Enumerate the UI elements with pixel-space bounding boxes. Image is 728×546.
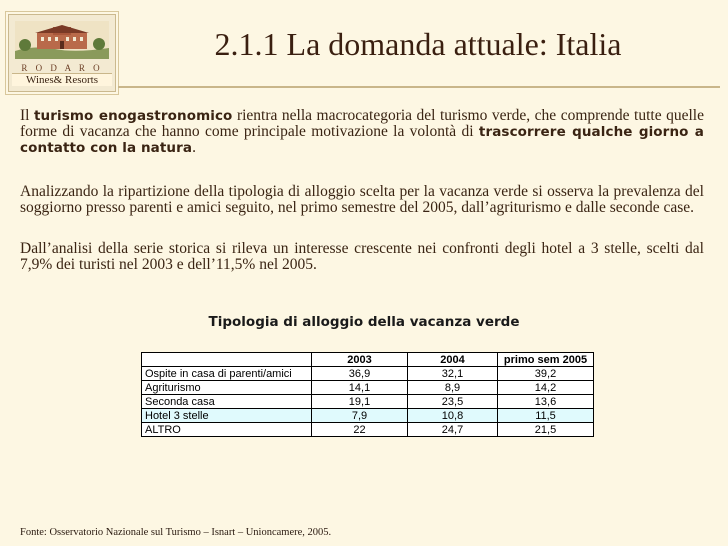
- table-row: [142, 395, 594, 409]
- table-cell: 7,9: [312, 409, 408, 423]
- table-cell: 14,1: [312, 381, 408, 395]
- table-cell: 22: [312, 423, 408, 437]
- table-header-row: [142, 353, 594, 367]
- rodaro-logo: [8, 14, 116, 92]
- accommodation-table: [141, 352, 594, 437]
- table-title: Tipologia di alloggio della vacanza verde: [208, 314, 520, 330]
- paragraph-trend: Dall’analisi della serie storica si rileva un interesse crescente nei confronti degli hotel a 3 stelle, scelti dal 7,9% dei turisti nel 2003 e dell’11,5% nel 2005.: [20, 240, 704, 273]
- table-cell: 11,5: [498, 409, 594, 423]
- slide-title: 2.1.1 La domanda attuale: Italia: [214, 26, 622, 62]
- table-cell: 19,1: [312, 395, 408, 409]
- table-cell: 13,6: [498, 395, 594, 409]
- paragraph-intro-text-1: Il: [20, 107, 34, 124]
- paragraph-intro-bold-2: trascorrere qualche giorno a contatto con la natura: [20, 124, 704, 156]
- table-cell: 8,9: [408, 381, 498, 395]
- table-row-highlighted: [142, 409, 594, 423]
- paragraph-intro-bold-1: turismo enogastronomico: [33, 108, 233, 124]
- logo-tagline: Wines& Resorts: [12, 73, 112, 86]
- table-cell: 21,5: [498, 423, 594, 437]
- villa-illustration-icon: [15, 21, 109, 59]
- table-cell-label: ALTRO: [142, 423, 312, 437]
- paragraph-analysis: Analizzando la ripartizione della tipologia di alloggio scelta per la vacanza verde si osserva la prevalenza del soggiorno presso parenti e amici seguito, nel primo semestre del 2005, dall’agriturismo e dalle seconde case.: [20, 183, 704, 216]
- table-cell: 23,5: [408, 395, 498, 409]
- table-row: [142, 423, 594, 437]
- table-cell: 32,1: [408, 367, 498, 381]
- table-cell: 39,2: [498, 367, 594, 381]
- table-cell: 14,2: [498, 381, 594, 395]
- table-cell-label: Hotel 3 stelle: [142, 409, 312, 423]
- paragraph-intro: [20, 108, 704, 156]
- title-divider: [118, 86, 720, 88]
- table-row: [142, 367, 594, 381]
- table-cell-label: Agriturismo: [142, 381, 312, 395]
- source-note: Fonte: Osservatorio Nazionale sul Turismo – Isnart – Unioncamere, 2005.: [20, 527, 332, 538]
- table-cell-label: Seconda casa: [142, 395, 312, 409]
- table-cell: 24,7: [408, 423, 498, 437]
- table-row: [142, 381, 594, 395]
- table-header-cell: 2003: [312, 353, 408, 367]
- table-cell: 10,8: [408, 409, 498, 423]
- paragraph-intro-text-3: .: [192, 139, 196, 156]
- paragraph-intro-text-2: rientra nella macrocategoria del turismo verde, che comprende tutte quelle forme di vacanza che hanno come principale motivazione la volontà di: [20, 107, 704, 140]
- table-header-cell: primo sem 2005: [498, 353, 594, 367]
- table-header-cell: [142, 353, 312, 367]
- table-cell: 36,9: [312, 367, 408, 381]
- table-cell-label: Ospite in casa di parenti/amici: [142, 367, 312, 381]
- table-header-cell: 2004: [408, 353, 498, 367]
- logo-brand-text: R O D A R O: [21, 63, 103, 73]
